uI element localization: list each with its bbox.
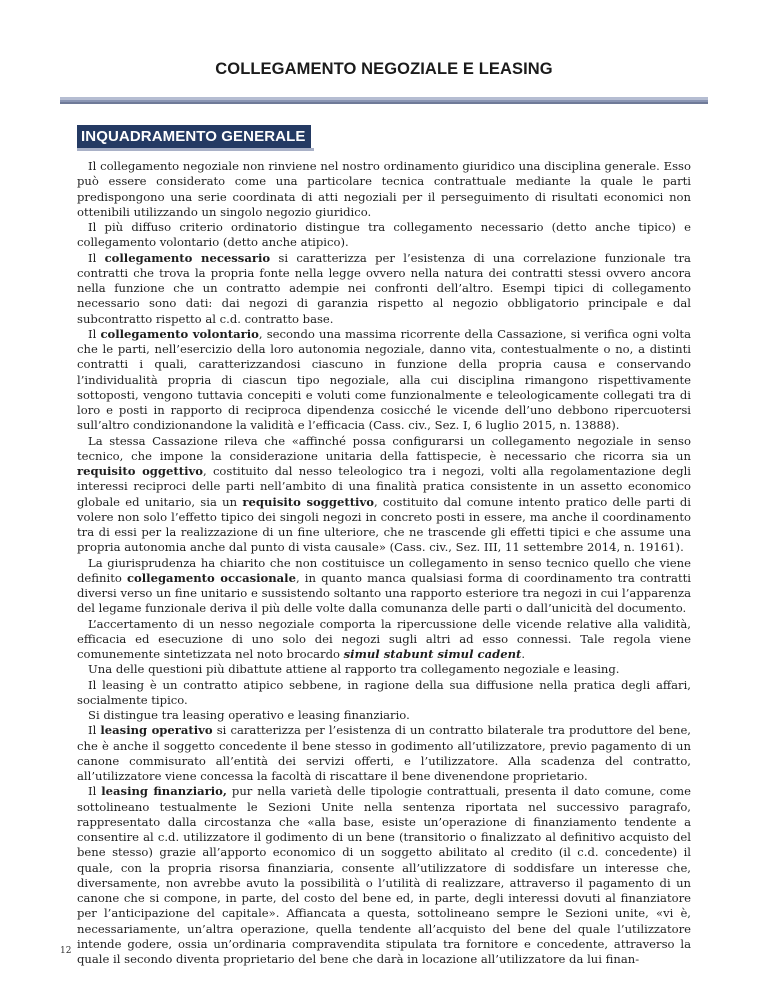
text-run: . [521, 647, 526, 661]
paragraph [77, 617, 691, 663]
text-run: Il [88, 326, 101, 341]
bold-term [344, 647, 522, 661]
paragraph [77, 556, 691, 617]
paragraph [77, 723, 691, 784]
text-run: Il leasing è un contratto atipico sebbene, in ragione della sua diffusione nella pratica degli affari, socialmente tipico. [77, 677, 691, 707]
text-run: La giurisprudenza ha chiarito che non costituisce un collegamento in senso tecnico quello che viene definito [77, 555, 691, 585]
bold-term: requisito oggettivo [77, 464, 203, 478]
text-run: Il collegamento negoziale non rinviene nel nostro ordinamento giuridico una disciplina generale. Esso può essere considerato come una particolare tecnica contrattuale mediante la quale le parti predispongono una serie coordinata di atti negoziali per il perseguimento di risultati economici non ottenibili utilizzando un singolo negozio giuridico. [77, 159, 691, 219]
text-run: si caratterizza per l’esistenza di un contratto bilaterale tra produttore del bene, che è anche il soggetto concedente il bene stesso in godimento all’utilizzatore, previo pagamento di un canone commisurato all’entità dei servizi offerti, e l’utilizzatore. Alla scadenza del contratto, all’utilizzatore viene concessa la facoltà di riscattare il bene divenendone proprietario. [77, 723, 691, 783]
text-run: Il più diffuso criterio ordinatorio distingue tra collegamento necessario (detto anche tipico) e collegamento volontario (detto anche atipico). [77, 220, 691, 250]
text-run: si caratterizza per l’esistenza di una correlazione funzionale tra contratti che trova la propria fonte nella legge ovvero nella natura dei contratti stessi ovvero ancora nella funzione che un contratto adempie nei confronti dell’altro. Esempi tipici di collegamento necessario sono dati: dai negozi di garanzia rispetto al negozio obbligatorio principale e dal subcontratto rispetto al c.d. contratto base. [77, 250, 691, 326]
text-run: Il [88, 784, 102, 799]
paragraph [77, 159, 691, 220]
text-run: , secondo una massima ricorrente della Cassazione, si verifica ogni volta che le parti, nell’esercizio della loro autonomia negoziale, danno vita, contestualmente o no, a distinti contratti i quali, caratterizzandosi ciascuno in funzione della propria causa e conservando l’individualità propria di ciascun tipo negoziale, alla cui disciplina rimangono rispettivamente sottoposti, vengono tuttavia concepiti e voluti come funzionalmente e teleologicamente collegati tra di loro e posti in rapporto di reciproca dipendenza cosicché le vicende dell’uno debbono ripercuotersi sull’altro condizionandone la validità e l’efficacia (Cass. civ., Sez. I, 6 luglio 2015, n. 13888). [77, 326, 692, 433]
paragraph [77, 784, 691, 967]
text-run: pur nella varietà delle tipologie contrattuali, presenta il dato comune, come sottolineano testualmente le Sezioni Unite nella sentenza riportata nel successivo paragrafo, rappresentato dalla circostanza che «alla base, esiste un’operazione di finanziamento tendente a consentire al c.d. utilizzatore il godimento di un bene (transitorio o finalizzato al definitivo acquisto del bene stesso) grazie all’apporto economico di un soggetto abilitato al credito (il c.d. concedente) il quale, con la propria risorsa finanziaria, consente all’utilizzatore di soddisfare un interesse che, diversamente, non avrebbe avuto la possibilità o l’utilità di realizzare, attraverso il pagamento di un canone che si compone, in parte, del costo del bene ed, in parte, degli interessi dovuti al finanziatore per l’anticipazione del capitale». Affiancata a questa, sottolineano sempre le Sezioni unite, «vi è, necessariamente, un’altra operazione, quella tendente all’acquisto del bene del quale l’utilizzatore intende godere, ossia un’ordinaria compravendita stipulata tra fornitore e concedente, attraverso la quale il secondo diventa proprietario del bene che darà in locazione all’utilizzatore da lui finan- [77, 784, 691, 966]
text-run: La stessa Cassazione rileva che «affinché possa configurarsi un collegamento negoziale in senso tecnico, che impone la considerazione unitaria della fattispecie, è necessario che ricorra sia un [77, 433, 691, 463]
paragraph [77, 662, 691, 677]
bold-term: requisito soggettivo [242, 494, 374, 509]
text-run: L’accertamento di un nesso negoziale comporta la ripercussione delle vicende relative alla validità, efficacia ed esecuzione di uno solo dei negozi sugli altri ad esso connessi. Tale regola viene comunemente sintetizzata nel noto brocardo [77, 616, 691, 661]
bold-term: collegamento necessario [104, 250, 271, 265]
text-run: , in quanto manca qualsiasi forma di coordinamento tra contratti diversi verso un fine unitario e sussistendo soltanto una rapporto esteriore tra negozi in cui l’apparenza del legame funzionale deriva il più delle volte dalla comunanza delle parti o dall’unicità del documento. [77, 570, 691, 616]
bold-term: collegamento occasionale [126, 570, 296, 585]
emphasis-text: simul stabunt simul cadent [343, 647, 522, 661]
text-run: Una delle questioni più dibattute attiene al rapporto tra collegamento negoziale e leasing. [88, 662, 620, 677]
text-run: Si distingue tra leasing operativo e leasing finanziario. [88, 708, 410, 722]
paragraph [77, 678, 691, 709]
text-run: , costituito dal comune intento pratico delle parti di volere non solo l’effetto tipico dei singoli negozi in concreto posti in essere, ma anche il coordinamento tra di essi per la realizzazione di un fine ulteriore, che ne trascende gli effetti tipici e che assume una propria autonomia anche dal punto di vista causale» (Cass. civ., Sez. III, 11 settembre 2014, n. 19161). [77, 494, 691, 555]
paragraph [77, 251, 691, 327]
text-run: , costituito dal nesso teleologico tra i negozi, volti alla regolamentazione degli interessi reciproci delle parti nell’ambito di una finalità pratica consistente in un assetto economico globale ed unitario, sia un [77, 464, 691, 509]
bold-term: leasing operativo [100, 723, 213, 738]
body-text [77, 159, 691, 967]
section-heading: INQUADRAMENTO GENERALE [77, 125, 311, 148]
paragraph [77, 327, 691, 434]
paragraph [77, 708, 691, 723]
bold-term: collegamento volontario [100, 326, 259, 341]
header-rule [60, 97, 708, 104]
text-run: Il [88, 723, 101, 738]
bold-term: leasing finanziario, [101, 784, 227, 799]
paragraph [77, 220, 691, 251]
paragraph [77, 434, 691, 556]
text-run: Il [88, 250, 105, 265]
running-header-title: COLLEGAMENTO NEGOZIALE E LEASING [215, 60, 553, 78]
page-number: 12 [60, 946, 72, 956]
